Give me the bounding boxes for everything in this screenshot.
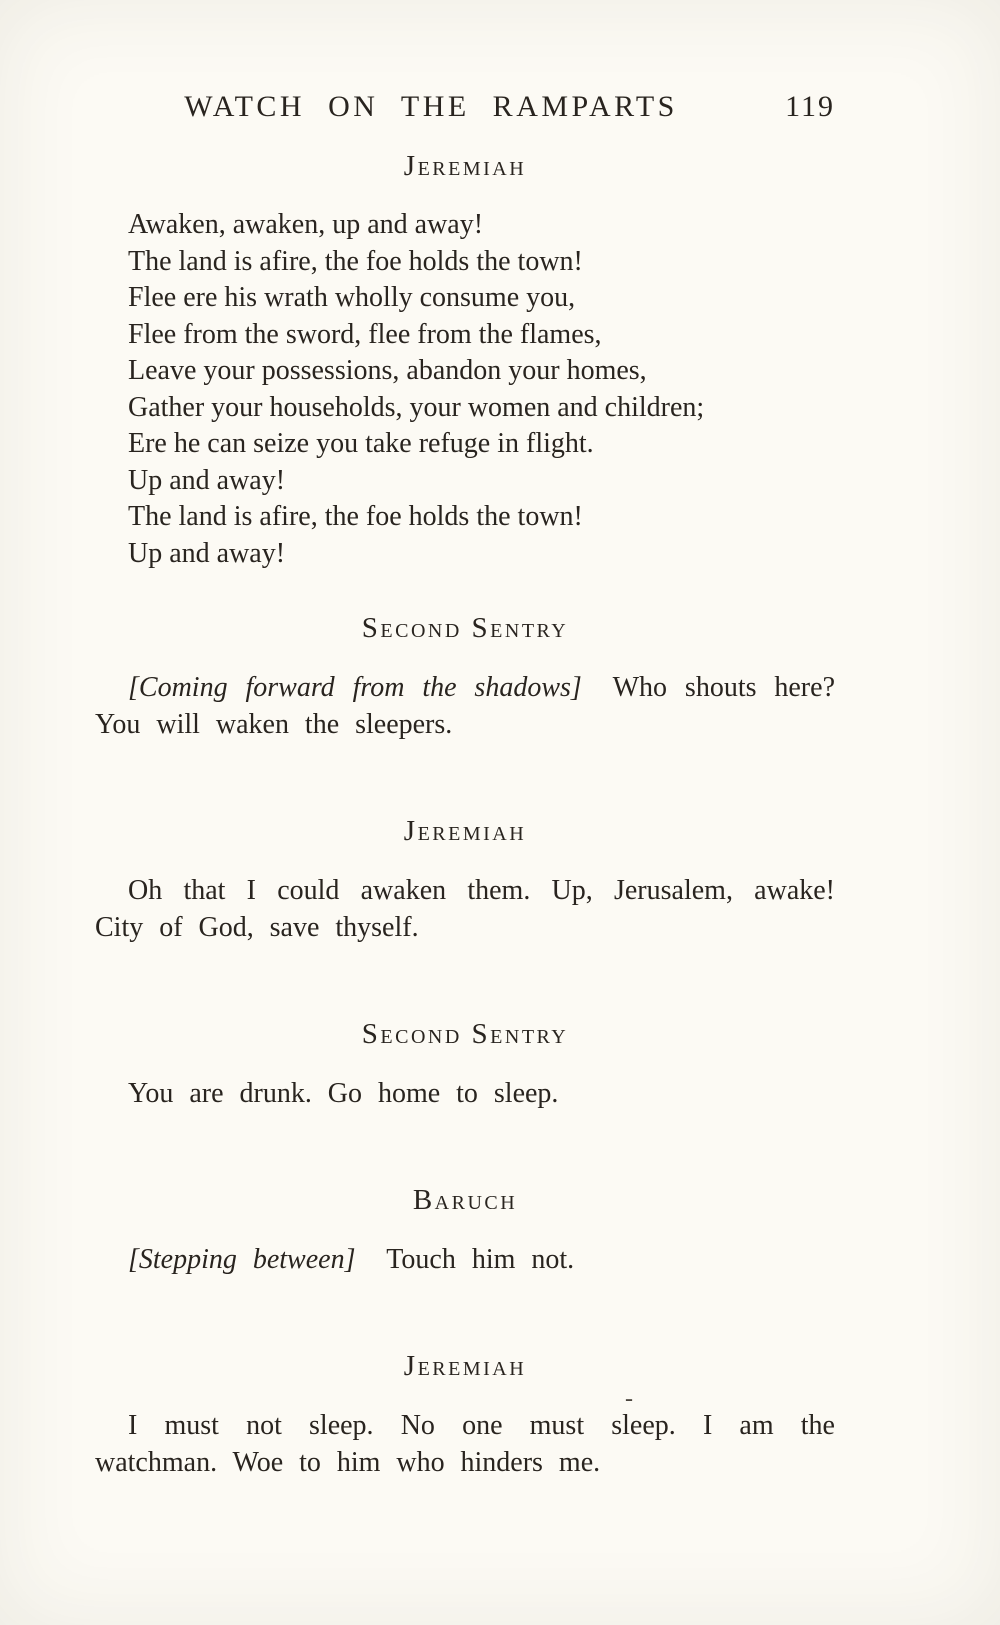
dialogue-text: Oh that I could awaken them. Up, Jerusalem, awake! City of God, save thyself. — [95, 875, 835, 943]
verse-line: Gather your households, your women and children; — [128, 391, 705, 423]
running-title: WATCH ON THE RAMPARTS — [184, 90, 678, 123]
speech-second-sentry-1 — [95, 612, 835, 743]
speaker-heading: Jeremiah — [403, 150, 527, 182]
verse-block — [128, 207, 835, 572]
speaker-heading: Baruch — [412, 1184, 518, 1216]
speech-jeremiah-1 — [95, 150, 835, 572]
page-header — [95, 90, 835, 124]
speech-text — [95, 1407, 835, 1481]
stage-direction: [Stepping between] — [128, 1244, 356, 1275]
verse-line: Up and away! — [128, 537, 286, 569]
verse-line: The land is afire, the foe holds the town! — [128, 501, 583, 532]
verse-line: Flee ere his wrath wholly consume you, — [128, 282, 576, 313]
speaker-heading: Jeremiah — [403, 1350, 527, 1382]
verse-line: Leave your possessions, abandon your homes, — [128, 355, 647, 386]
speech-jeremiah-3 — [95, 1350, 835, 1481]
speech-text — [95, 1075, 835, 1112]
speaker-heading: Second Sentry — [361, 1018, 569, 1050]
verse-line: Awaken, awaken, up and away! — [128, 209, 484, 240]
speaker-heading: Jeremiah — [403, 815, 527, 847]
verse-line: Flee from the sword, flee from the flames, — [128, 318, 602, 350]
dialogue-text: I must not sleep. No one must sleep. I am the watchman. Woe to him who hinders me. — [95, 1410, 835, 1478]
speech-text — [95, 669, 835, 743]
dialogue-text: Who shouts here? You will waken the sleepers. — [95, 672, 835, 740]
speaker-heading: Second Sentry — [361, 612, 569, 644]
speech-text — [95, 872, 835, 946]
scan-dash-mark: - — [625, 1386, 633, 1412]
speech-text — [95, 1241, 835, 1278]
speech-jeremiah-2 — [95, 815, 835, 946]
speech-baruch — [95, 1184, 835, 1278]
verse-line: Up and away! — [128, 464, 286, 496]
dialogue-text: Touch him not. — [386, 1244, 575, 1275]
speech-second-sentry-2 — [95, 1018, 835, 1112]
stage-direction: [Coming forward from the shadows] — [128, 672, 582, 703]
verse-line: The land is afire, the foe holds the town! — [128, 245, 583, 277]
page-number: 119 — [785, 90, 835, 123]
verse-line: Ere he can seize you take refuge in flight. — [128, 428, 594, 459]
dialogue-text: You are drunk. Go home to sleep. — [128, 1078, 559, 1109]
